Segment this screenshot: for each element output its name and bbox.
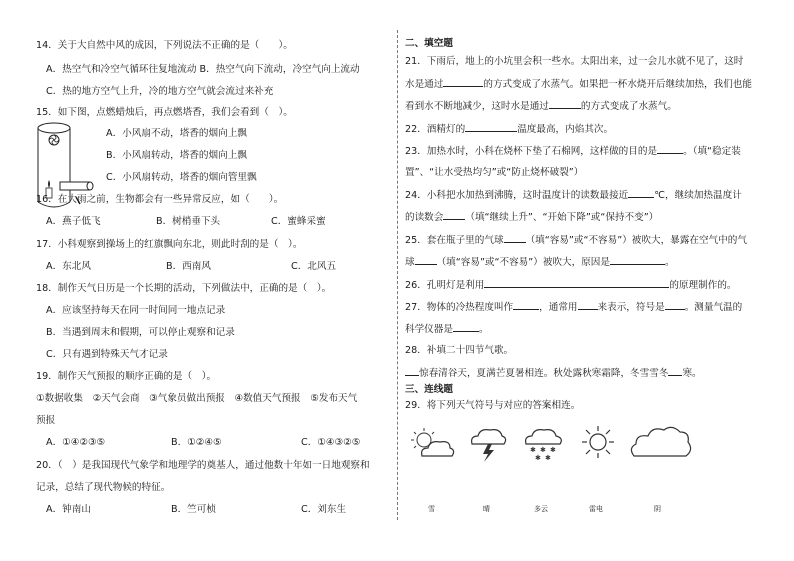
q22-text-b: 温度最高，内焰其次。 (517, 124, 614, 135)
q17-option-a: A．东北风 (46, 261, 91, 272)
q24-line2 (405, 210, 658, 224)
q28-blank-1[interactable] (405, 366, 419, 376)
q17-option-b: B．西南风 (166, 261, 211, 272)
q25-text-e: 。 (664, 257, 675, 268)
q18-option-b: B．当遇到周末和假期，可以停止观察和记录 (46, 327, 235, 338)
q25-blank-3[interactable] (610, 255, 665, 265)
q24-blank-1[interactable] (628, 188, 654, 198)
q27-blank-3[interactable] (665, 300, 685, 310)
q17-stem: 17．小科观察到操场上的红旗飘向东北，则此时刮的是（ ）。 (36, 239, 303, 250)
q26 (405, 278, 737, 292)
q23-text-b: 。（填“稳定装 (683, 146, 741, 157)
snow-icon (522, 424, 566, 464)
q21-line3 (405, 99, 677, 113)
q29-stem: 29．将下列天气符号与对应的答案相连。 (405, 400, 581, 411)
svg-text:✱: ✱ (550, 446, 556, 454)
q22-blank[interactable] (465, 122, 517, 132)
q25-blank-1[interactable] (504, 233, 526, 243)
q23-line1 (405, 144, 741, 158)
label-thunder: 雷电 (589, 505, 603, 513)
q14-stem: 14．关于大自然中风的成因，下列说法不正确的是（ ）。 (36, 40, 293, 51)
q16-option-a: A．燕子低飞 (46, 216, 101, 227)
q21-text-a: 水是通过 (405, 79, 444, 90)
q20-option-b: B．竺可桢 (171, 504, 216, 515)
q21-blank-2[interactable] (549, 99, 581, 109)
q21-blank-1[interactable] (443, 77, 483, 87)
q28-line2 (405, 366, 702, 380)
q20-stem: 20．（ ）是我国现代气象学和地理学的奠基人，通过他数十年如一日地观察和 (36, 460, 370, 471)
q20-option-a: A．钟南山 (46, 504, 91, 515)
section-matching-title: 三、连线题 (405, 384, 453, 395)
q24-line1 (405, 188, 742, 202)
q18-option-a: A．应该坚持每天在同一时间同一地点记录 (46, 305, 226, 316)
q15-option-b: B．小风扇转动，塔香的烟向上飘 (106, 150, 247, 161)
q14-option-c: C．热的地方空气上升，冷的地方空气就会流过来补充 (46, 86, 274, 97)
q21-text-c: 看到水不断地减少，这时水是通过 (405, 101, 549, 112)
q15-stem: 15．如下图，点燃蜡烛后，再点燃塔香，我们会看到（ ）。 (36, 107, 293, 118)
q16-option-b: B．树梢垂下头 (156, 216, 221, 227)
q24-blank-2[interactable] (443, 210, 465, 220)
q27-line2 (405, 322, 489, 336)
q24-text-c: 的读数会 (405, 212, 444, 223)
q27-text-c: 来表示，符号是 (597, 302, 665, 313)
label-cloudy: 多云 (534, 505, 548, 513)
q27-line1 (405, 300, 742, 314)
q21-line1: 21．下雨后，地上的小坑里会积一些水。太阳出来，过一会儿水就不见了，这时 (405, 56, 744, 67)
q28-text-a: 惊春清谷天，夏满芒夏暑相连。秋处露秋寒霜降，冬雪雪冬 (419, 368, 669, 379)
overcast-icon (628, 424, 694, 462)
q15-option-c: C．小风扇转动，塔香的烟向管里飘 (106, 172, 257, 183)
q24-text-b: ℃，继续加热温度计 (654, 190, 742, 201)
q27-blank-2[interactable] (578, 300, 598, 310)
q26-blank[interactable] (484, 278, 669, 288)
q26-text-a: 26．孔明灯是利用 (405, 280, 485, 291)
q15-option-a: A．小风扇不动，塔香的烟向上飘 (106, 128, 247, 139)
q19-option-b: B．①②④⑤ (171, 437, 222, 448)
q17-option-c: C．北风五 (291, 261, 337, 272)
q27-text-b: ，通常用 (539, 302, 578, 313)
label-sunny: 晴 (483, 505, 490, 513)
q21-text-b: 的方式变成了水蒸气。如果把一杯水烧开后继续加热，我们也能 (483, 79, 752, 90)
q27-blank-4[interactable] (453, 322, 479, 332)
q26-text-b: 的原理制作的。 (669, 280, 737, 291)
q16-stem: 16．在大雨之前，生物都会有一些异常反应，如（ ）。 (36, 194, 284, 205)
q18-option-c: C．只有遇到特殊天气才记录 (46, 349, 168, 360)
q25-text-a: 25．套在瓶子里的气球 (405, 235, 504, 246)
q24-text-a: 24．小科把水加热到沸腾，这时温度计的读数最接近 (405, 190, 629, 201)
sun-cloud-icon (408, 426, 458, 462)
q28-blank-2[interactable] (668, 366, 682, 376)
q27-blank-1[interactable] (513, 300, 539, 310)
q27-text-d: 。测量气温的 (684, 302, 743, 313)
column-divider (397, 30, 398, 520)
q25-text-b: （填“容易”或“不容易”）被吹大，暴露在空气中的气 (525, 235, 747, 246)
label-snow: 雪 (428, 505, 435, 513)
q21-line2 (405, 77, 752, 91)
q28-stem: 28．补填二十四节气歌。 (405, 345, 514, 356)
q23-line2: 置”、“让水受热均匀”或“防止烧杯破裂”） (405, 167, 584, 178)
svg-text:✱: ✱ (530, 446, 536, 454)
q22 (405, 122, 613, 136)
q24-text-d: （填“继续上升”、“开始下降”或“保持不变”） (465, 212, 659, 223)
q19-option-c: C．①④③②⑤ (301, 437, 361, 448)
sunny-icon (580, 424, 616, 460)
q16-option-c: C．蜜蜂采蜜 (271, 216, 326, 227)
q28-text-b: 寒。 (682, 368, 702, 379)
q25-line1 (405, 233, 747, 247)
svg-text:✱: ✱ (545, 454, 551, 462)
label-overcast: 阴 (654, 505, 661, 513)
q19-stem: 19．制作天气预报的顺序正确的是（ ）。 (36, 371, 217, 382)
q20-stem-cont: 记录，总结了现代物候的特征。 (36, 482, 171, 493)
q20-option-c: C．刘东生 (301, 504, 347, 515)
q27-text-e: 科学仪器是 (405, 324, 453, 335)
section-fill-blank-title: 二、填空题 (405, 38, 453, 49)
q14-options-ab: A．热空气和冷空气循环往复地流动 B．热空气向下流动，冷空气向上流动 (46, 64, 360, 75)
q25-line2 (405, 255, 675, 269)
q23-blank[interactable] (657, 144, 683, 154)
q25-text-c: 球 (405, 257, 415, 268)
q19-option-a: A．①④②③⑤ (46, 437, 106, 448)
q19-steps: ①数据收集 ②天气会商 ③气象员做出预报 ④数值天气预报 ⑤发布天气 (36, 393, 358, 404)
q18-stem: 18．制作天气日历是一个长期的活动，下列做法中，正确的是（ ）。 (36, 283, 332, 294)
svg-text:✱: ✱ (535, 454, 541, 462)
q27-text-a: 27．物体的冷热程度叫作 (405, 302, 514, 313)
q25-text-d: （填“容易”或“不容易”）被吹大，原因是 (436, 257, 610, 268)
svg-text:✱: ✱ (540, 446, 546, 454)
thunderstorm-icon (468, 424, 508, 464)
q23-text-a: 23．加热水时，小科在烧杯下垫了石棉网，这样做的目的是 (405, 146, 658, 157)
q19-steps-cont: 预报 (36, 415, 56, 426)
q21-text-d: 的方式变成了水蒸气。 (580, 101, 677, 112)
q25-blank-2[interactable] (415, 255, 437, 265)
q27-text-f: 。 (478, 324, 489, 335)
q22-text-a: 22．酒精灯的 (405, 124, 466, 135)
